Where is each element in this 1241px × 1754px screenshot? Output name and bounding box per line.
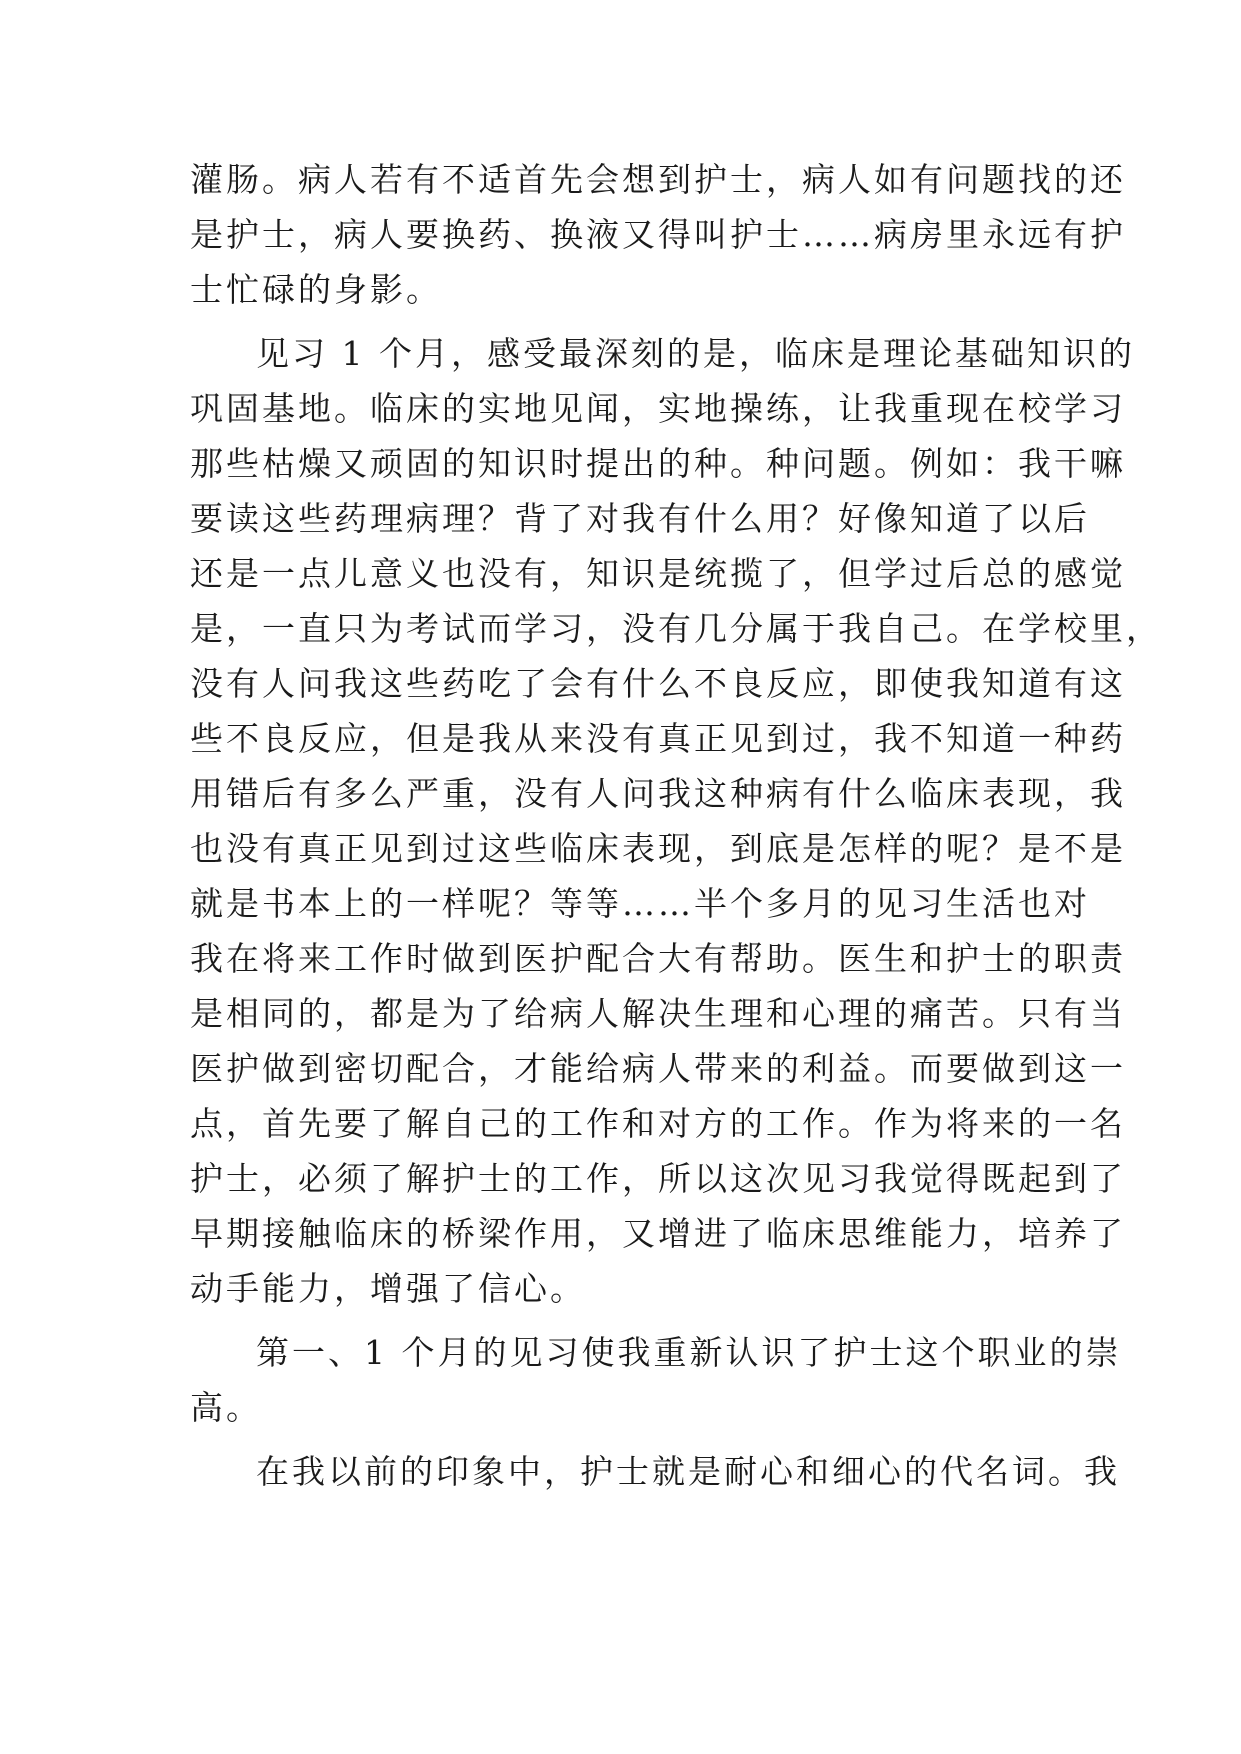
text-line: 士忙碌的身影。 xyxy=(190,270,442,309)
text-line: 第一、1 个月的见习使我重新认识了护士这个职业的崇 xyxy=(256,1333,1122,1372)
paragraph-4 xyxy=(190,1444,1120,1499)
text-line: 些不良反应，但是我从来没有真正见到过，我不知道一种药 xyxy=(190,719,1126,758)
text-line: 那些枯燥又顽固的知识时提出的种。种问题。例如：我干嘛 xyxy=(190,444,1126,483)
text-line: 巩固基地。临床的实地见闻，实地操练，让我重现在校学习 xyxy=(190,389,1126,428)
text-line: 医护做到密切配合，才能给病人带来的利益。而要做到这一 xyxy=(190,1049,1126,1088)
paragraph-1 xyxy=(190,152,1126,317)
text-line: 也没有真正见到过这些临床表现，到底是怎样的呢？是不是 xyxy=(190,829,1126,868)
text-line: 用错后有多么严重，没有人问我这种病有什么临床表现，我 xyxy=(190,774,1126,813)
text-line: 见习 1 个月，感受最深刻的是，临床是理论基础知识的 xyxy=(256,334,1135,373)
paragraph-2 xyxy=(190,326,1162,1316)
text-line: 还是一点儿意义也没有，知识是统揽了，但学过后总的感觉 xyxy=(190,554,1126,593)
text-line: 在我以前的印象中，护士就是耐心和细心的代名词。我 xyxy=(256,1452,1120,1491)
text-line: 动手能力，增强了信心。 xyxy=(190,1269,586,1308)
text-line: 点，首先要了解自己的工作和对方的工作。作为将来的一名 xyxy=(190,1104,1126,1143)
document-body xyxy=(190,152,1162,1499)
text-line: 是护士，病人要换药、换液又得叫护士……病房里永远有护 xyxy=(190,215,1126,254)
text-line: 灌肠。病人若有不适首先会想到护士，病人如有问题找的还 xyxy=(190,160,1126,199)
text-line: 高。 xyxy=(190,1388,262,1427)
text-line: 是，一直只为考试而学习，没有几分属于我自己。在学校里， xyxy=(190,609,1162,648)
text-line: 早期接触临床的桥梁作用，又增进了临床思维能力，培养了 xyxy=(190,1214,1126,1253)
text-line: 要读这些药理病理？背了对我有什么用？好像知道了以后 xyxy=(190,499,1090,538)
text-line: 我在将来工作时做到医护配合大有帮助。医生和护士的职责 xyxy=(190,939,1126,978)
text-line: 护士，必须了解护士的工作，所以这次见习我觉得既起到了 xyxy=(190,1159,1126,1198)
paragraph-3 xyxy=(190,1325,1122,1435)
text-line: 就是书本上的一样呢？等等……半个多月的见习生活也对 xyxy=(190,884,1090,923)
text-line: 没有人问我这些药吃了会有什么不良反应，即使我知道有这 xyxy=(190,664,1126,703)
text-line: 是相同的，都是为了给病人解决生理和心理的痛苦。只有当 xyxy=(190,994,1126,1033)
